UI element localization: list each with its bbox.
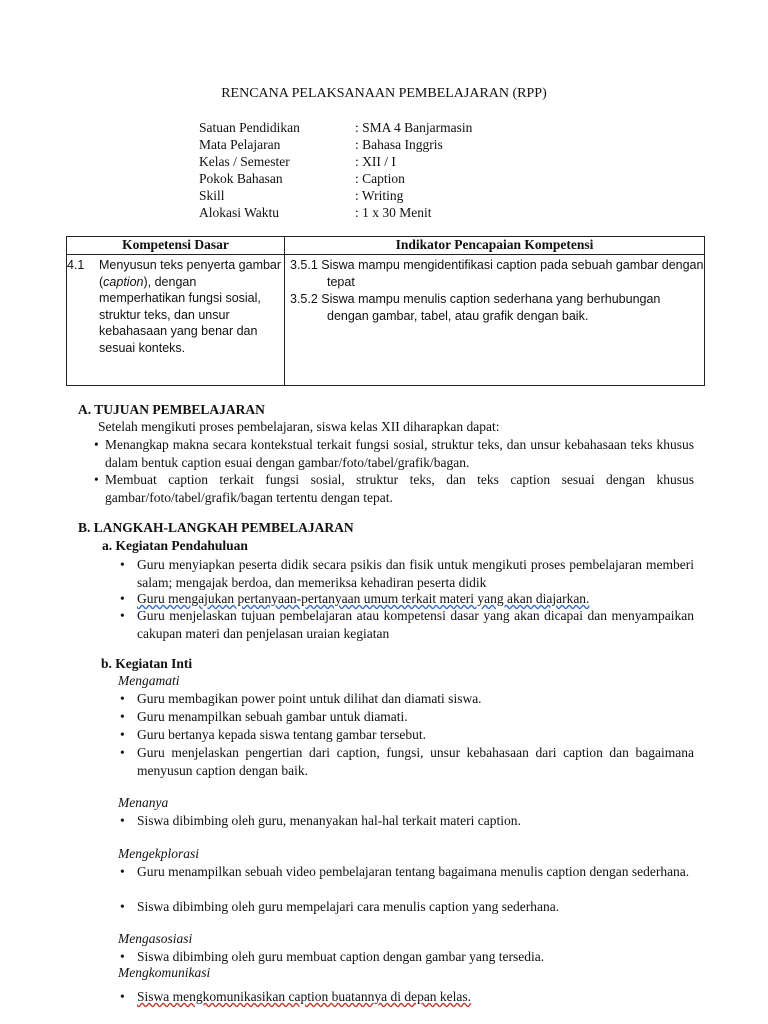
list-item-text: Siswa mengkomunikasikan caption buatannya di depan kelas.	[137, 989, 472, 1004]
list-item-text: Guru mengajukan pertanyaan-pertanyaan umum terkait materi yang akan diajarkan.	[137, 591, 590, 606]
bullet-icon: •	[94, 472, 99, 487]
table-row	[67, 255, 705, 386]
kegiatan-inti-heading: b. Kegiatan Inti	[101, 656, 193, 671]
list-item	[120, 988, 694, 1006]
list-item-text: Guru bertanya kepada siswa tentang gambar tersebut.	[137, 727, 427, 742]
bullet-icon: •	[120, 949, 125, 964]
list-item-text: Guru menyiapkan peserta didik secara psikis dan fisik untuk mengikuti proses pembelajaran memberi salam; mengajak berdoa, dan memeriksa kehadiran peserta didik	[137, 557, 694, 590]
list-item	[120, 607, 694, 642]
list-item-text: Guru menjelaskan pengertian dari caption, fungsi, unsur kebahasaan dari caption dan bagaimana menyusun caption dengan baik.	[137, 745, 694, 778]
meta-value: : Writing	[355, 188, 404, 203]
meta-value: : Caption	[355, 171, 405, 186]
list-item	[94, 436, 694, 471]
list-item	[120, 948, 694, 966]
list-item	[120, 744, 694, 779]
mengamati-label: Mengamati	[118, 673, 180, 688]
kegiatan-pendahuluan-heading: a. Kegiatan Pendahuluan	[102, 538, 248, 553]
list-item-text: Siswa dibimbing oleh guru membuat caption dengan gambar yang tersedia.	[137, 949, 545, 964]
section-a-heading: A. TUJUAN PEMBELAJARAN	[78, 402, 265, 417]
list-item	[94, 471, 694, 506]
list-item	[120, 708, 694, 726]
mengeksplorasi-label: Mengekplorasi	[118, 846, 199, 861]
table-header-kompetensi-dasar: Kompetensi Dasar	[67, 237, 285, 255]
kd-text-part: ), dengan memperhatikan fungsi sosial, struktur teks, dan unsur kebahasaan yang benar dan sesuai konteks.	[99, 274, 261, 355]
meta-label: Pokok Bahasan	[199, 171, 283, 186]
meta-label: Kelas / Semester	[199, 154, 290, 169]
bullet-icon: •	[120, 727, 125, 742]
bullet-icon: •	[120, 691, 125, 706]
bullet-icon: •	[120, 745, 125, 760]
meta-value: : Bahasa Inggris	[355, 137, 443, 152]
kd-number: 4.1	[67, 258, 85, 272]
meta-value: : XII / I	[355, 154, 396, 169]
bullet-icon: •	[120, 591, 125, 606]
bullet-icon: •	[120, 709, 125, 724]
document-title: RENCANA PELAKSANAAN PEMBELAJARAN (RPP)	[221, 86, 547, 101]
kd-text-italic: caption	[103, 274, 144, 289]
table-header-indikator: Indikator Pencapaian Kompetensi	[285, 237, 705, 255]
bullet-icon: •	[120, 989, 125, 1004]
meta-label: Mata Pelajaran	[199, 137, 281, 152]
kd-text-part: Menyusun teks penyerta gambar (	[99, 258, 282, 289]
list-item-text: Guru menampilkan sebuah video pembelajaran tentang bagaimana menulis caption dengan sederhana.	[137, 864, 690, 879]
list-item-text: Guru membagikan power point untuk dilihat dan diamati siswa.	[137, 691, 482, 706]
list-item-text: Siswa dibimbing oleh guru mempelajari cara menulis caption yang sederhana.	[137, 899, 560, 914]
section-a-intro: Setelah mengikuti proses pembelajaran, siswa kelas XII diharapkan dapat:	[98, 419, 500, 434]
meta-label: Alokasi Waktu	[199, 205, 280, 220]
bullet-icon: •	[94, 437, 99, 452]
meta-label: Satuan Pendidikan	[199, 120, 300, 135]
competency-table	[66, 236, 705, 386]
list-item	[120, 690, 694, 708]
list-item-text: Siswa dibimbing oleh guru, menanyakan hal-hal terkait materi caption.	[137, 813, 521, 828]
list-item-text: Guru menjelaskan tujuan pembelajaran atau kompetensi dasar yang akan dicapai dan menyampaikan cakupan materi dan penjelasan uraian kegiatan	[137, 608, 694, 641]
list-item	[120, 812, 694, 830]
meta-value: : SMA 4 Banjarmasin	[355, 120, 473, 135]
indicator-item: 3.5.2 Siswa mampu menulis caption sederhana yang berhubungan dengan gambar, tabel, atau grafik dengan baik.	[290, 292, 661, 323]
indikator-cell	[285, 255, 705, 386]
indicator-item: 3.5.1 Siswa mampu mengidentifikasi caption pada sebuah gambar dengan tepat	[290, 258, 704, 289]
list-item	[120, 556, 694, 591]
list-item	[120, 898, 694, 916]
meta-value: : 1 x 30 Menit	[355, 205, 432, 220]
mengasosiasi-label: Mengasosiasi	[118, 931, 193, 946]
mengkomunikasi-label: Mengkomunikasi	[118, 965, 211, 980]
bullet-icon: •	[120, 608, 125, 623]
meta-label: Skill	[199, 188, 225, 203]
list-item	[120, 726, 694, 744]
kd-text	[99, 257, 284, 356]
bullet-icon: •	[120, 864, 125, 879]
list-item-text: Menangkap makna secara kontekstual terkait fungsi sosial, struktur teks, dan unsur kebahasaan teks khusus dalam bentuk caption esuai dengan gambar/foto/tabel/grafik/bagan.	[105, 437, 694, 470]
list-item	[120, 863, 694, 881]
menanya-label: Menanya	[118, 795, 169, 810]
bullet-icon: •	[120, 813, 125, 828]
bullet-icon: •	[120, 557, 125, 572]
list-item-text: Guru menampilkan sebuah gambar untuk diamati.	[137, 709, 408, 724]
list-item-text: Membuat caption terkait fungsi sosial, struktur teks, dan teks caption sesuai dengan khusus gambar/foto/tabel/grafik/bagan tertentu dengan tepat.	[105, 472, 694, 505]
list-item	[120, 590, 694, 608]
section-b-heading: B. LANGKAH-LANGKAH PEMBELAJARAN	[78, 520, 354, 535]
bullet-icon: •	[120, 899, 125, 914]
kompetensi-dasar-cell	[67, 255, 285, 386]
